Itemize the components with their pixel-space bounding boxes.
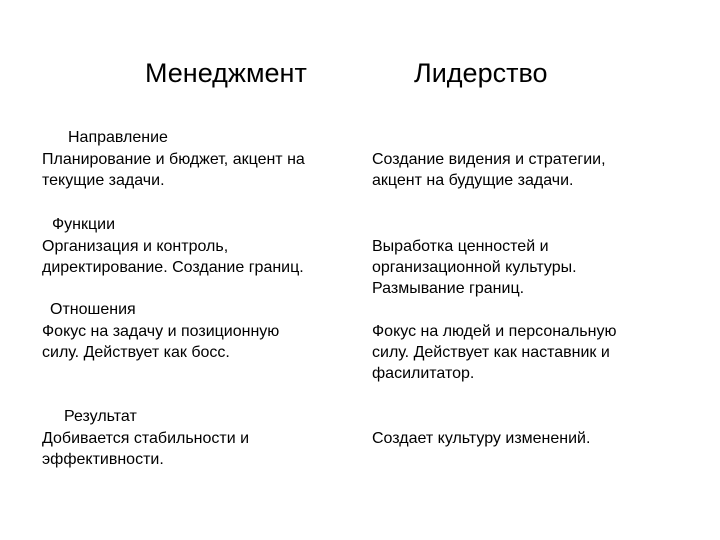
management-result-text: Добивается стабильности и эффективности. [42, 430, 250, 468]
management-direction-text: Планирование и бюджет, акцент на текущие задачи. [42, 151, 305, 189]
row-heading-result: Результат [64, 408, 137, 425]
row-heading-direction: Направление [68, 129, 168, 146]
leadership-result-text: Создает культуру изменений. [372, 430, 591, 447]
management-relations-text: Фокус на задачу и позиционную силу. Действует как босс. [42, 323, 280, 361]
leadership-direction-text: Создание видения и стратегии, акцент на будущие задачи. [372, 151, 606, 189]
leadership-column-title: Лидерство [414, 58, 548, 88]
row-heading-relations: Отношения [50, 301, 136, 318]
leadership-relations-text: Фокус на людей и персональную силу. Действует как наставник и фасилитатор. [372, 323, 617, 382]
row-heading-functions: Функции [52, 216, 116, 233]
leadership-functions-text: Выработка ценностей и организационной культуры. Размывание границ. [372, 238, 577, 297]
management-column-title: Менеджмент [145, 58, 307, 88]
management-functions-text: Организация и контроль, директирование. Создание границ. [42, 238, 304, 276]
